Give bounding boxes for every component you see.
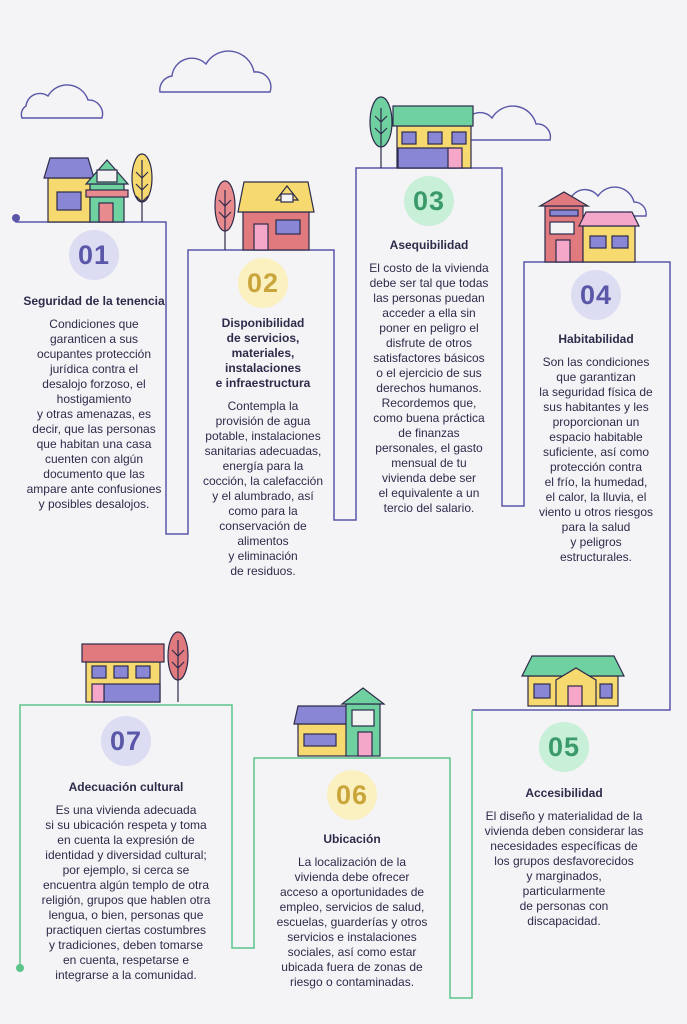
number-badge: 07 xyxy=(101,716,151,766)
cloud-icon xyxy=(160,51,271,92)
house-icon xyxy=(294,688,384,756)
house-icon xyxy=(238,182,314,250)
card-title: Disponibilidad de servicios, materiales, instalaciones e infraestructura xyxy=(215,316,311,390)
card-02 xyxy=(190,258,336,579)
card-text: Es una vivienda adecuada si su ubicación respeta y toma en cuenta la expresión de identidad y diversidad cultural; por ejemplo, si cerca se encuentra algún templo de otra religión, grupos que hablen otra lengua, o bien, personas que practiquen ciertas costumbres y tradiciones, deben tomarse en cuenta, respetarse e integrarse a la comunidad. xyxy=(41,803,211,982)
card-04 xyxy=(526,270,666,565)
card-title: Seguridad de la tenencia xyxy=(23,294,165,308)
tree-icon xyxy=(168,632,188,702)
card-text: Condiciones que garanticen a sus ocupantes protección jurídica contra el desalojo forzoso, el hostigamiento y otras amenazas, es decir, que las personas que habitan una casa cuenten con algún documento que las ampare ante confusiones y posibles desalojos. xyxy=(26,317,162,511)
card-text: El costo de la vivienda debe ser tal que todas las personas puedan acceder a ella sin poner en peligro el disfrute de otros satisfactores básicos o el ejercicio de sus derechos humanos. Recordemos que, como buena práctica de finanzas personales, el gasto mensual de tu vivienda debe ser el equivalente a un tercio del salario. xyxy=(369,261,489,515)
card-title: Accesibilidad xyxy=(525,786,603,800)
cloud-icon xyxy=(21,85,102,118)
card-title: Asequibilidad xyxy=(389,238,469,252)
number-badge: 03 xyxy=(404,176,454,226)
house-icon xyxy=(82,644,164,702)
tree-icon xyxy=(370,97,392,168)
house-icon xyxy=(540,192,639,262)
house-icon xyxy=(522,656,624,706)
card-title: Adecuación cultural xyxy=(68,780,184,794)
card-title: Habitabilidad xyxy=(558,332,634,346)
card-03 xyxy=(358,176,500,516)
number-badge: 01 xyxy=(69,230,119,280)
number-badge: 05 xyxy=(539,722,589,772)
card-title: Ubicación xyxy=(323,832,381,846)
house-icon xyxy=(393,106,473,168)
card-07 xyxy=(28,716,224,983)
card-text: Contempla la provisión de agua potable, instalaciones sanitarias adecuadas, energía para la cocción, la calefacción y el alumbrado, así como para la conservación de alimentos y eliminación de residuos. xyxy=(202,399,324,578)
end-dot xyxy=(16,964,24,972)
card-01 xyxy=(8,230,180,512)
card-text: La localización de la vivienda debe ofrecer acceso a oportunidades de empleo, servicios de salud, escuelas, guarderías y otros servicios e instalaciones sociales, así como estar ubicada fuera de zonas de riesgo o contaminadas. xyxy=(276,855,428,989)
card-text: Son las condiciones que garantizan la seguridad física de sus habitantes y les proporcionan un espacio habitable suficiente, así como protección contra el frío, la humedad, el calor, la lluvia, el viento u otros riesgos para la salud y peligros estructurales. xyxy=(538,355,654,564)
tree-icon xyxy=(215,181,235,250)
number-badge: 02 xyxy=(238,258,288,308)
house-icon xyxy=(44,158,128,222)
number-badge: 06 xyxy=(327,770,377,820)
start-dot xyxy=(12,214,20,222)
tree-icon xyxy=(132,154,152,222)
card-06 xyxy=(262,770,442,990)
card-05 xyxy=(476,722,652,929)
card-text: El diseño y materialidad de la vivienda deben considerar las necesidades específicas de los grupos desfavorecidos y marginados, particularmente de personas con discapacidad. xyxy=(484,809,644,928)
number-badge: 04 xyxy=(571,270,621,320)
